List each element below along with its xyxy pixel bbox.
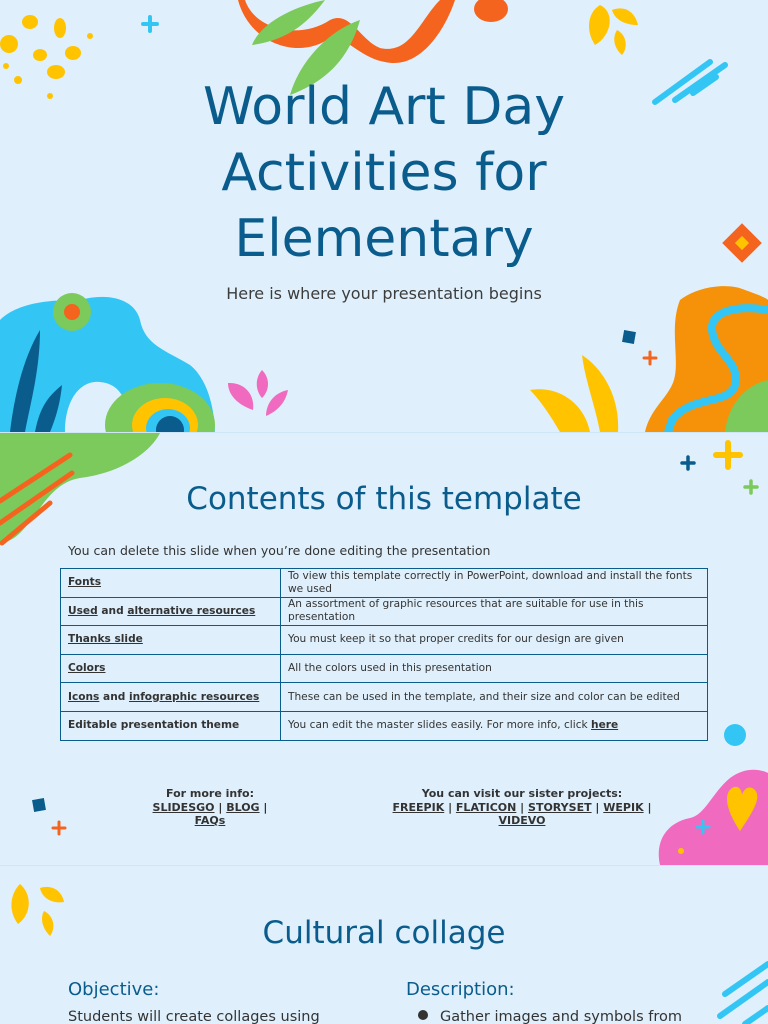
resource-name-cell [61,683,281,712]
resource-description: An assortment of graphic resources that are suitable for use in this presentation [288,598,644,624]
resource-label: Editable presentation theme [68,719,240,732]
yellow-dot-decoration [678,848,684,854]
table-row [61,569,708,598]
slide-cultural-collage [0,866,768,1024]
pink-blob-decoration [659,770,768,865]
more-info-links: SLIDESGO | BLOG | FAQs [152,800,268,827]
title-line: World Art Day [202,77,566,137]
resource-description: To view this template correctly in PowerPoint, download and install the fonts we used [288,569,693,595]
cyan-stripes-decoration [720,964,768,1024]
description-bullet-text: Gather images and symbols from [440,1009,682,1024]
more-info-block [110,787,310,828]
more-info-label: For more info: [166,787,254,800]
slidesgo-link[interactable]: SLIDESGO [152,800,215,814]
table-row [61,626,708,655]
description-bullet [418,1009,682,1024]
resource-name-cell [61,654,281,683]
table-row [61,711,708,740]
sister-projects-links: FREEPIK | FLATICON | STORYSET | WEPIK | VIDEVO [392,800,652,827]
resource-name-cell [61,626,281,655]
description-heading: Description: [406,979,515,1000]
orange-plus-icon [53,822,65,834]
videvo-link[interactable]: VIDEVO [498,814,546,827]
objective-heading: Objective: [68,979,160,1000]
resource-link[interactable]: Fonts [68,576,101,589]
blog-link[interactable]: BLOG [226,800,260,814]
sister-projects-block [382,787,662,828]
table-row [61,597,708,626]
resource-link[interactable]: Icons [68,690,100,703]
title-line: Activities for [221,143,547,203]
orange-dot-decoration [64,304,80,320]
here-link[interactable]: here [591,719,619,732]
resource-label: and [99,690,130,703]
yellow-leaf-decoration [612,8,638,25]
presentation-title [0,74,768,272]
navy-square-decoration [622,330,636,344]
title-line: Elementary [234,209,534,269]
faqs-link[interactable]: FAQs [194,814,226,827]
resource-description-cell [281,597,708,626]
cyan-plus-icon [143,17,157,31]
yellow-leaf-decoration [582,355,618,432]
orange-plus-icon [644,352,656,364]
freepik-link[interactable]: FREEPIK [392,800,445,814]
resource-label: and [97,604,128,617]
resource-description: You must keep it so that proper credits for our design are given [288,633,624,646]
pink-leaf-decoration [228,383,253,410]
resource-name-cell [61,569,281,598]
contents-table [60,568,708,741]
yellow-leaf-decoration [589,5,610,45]
orange-blob-decoration [474,0,508,22]
navy-plus-icon [682,457,694,469]
flaticon-link[interactable]: FLATICON [455,800,517,814]
yellow-leaf-decoration [614,30,625,55]
resource-description-cell [281,683,708,712]
resource-name-cell [61,597,281,626]
resource-link[interactable]: infographic resources [129,690,260,703]
resource-description-cell [281,711,708,740]
navy-square-decoration [32,798,46,812]
presentation-subtitle: Here is where your presentation begins [226,284,542,303]
wepik-link[interactable]: WEPIK [603,800,644,814]
slide-title [0,0,768,432]
objective-text: Students will create collages using [68,1009,320,1024]
resource-description-cell [281,569,708,598]
pink-leaf-decoration [257,370,268,398]
bullet-icon [418,1010,428,1020]
contents-note: You can delete this slide when you’re done editing the presentation [68,543,491,558]
resource-name-cell [61,711,281,740]
contents-title: Contents of this template [186,481,582,517]
sister-projects-label: You can visit our sister projects: [421,787,623,800]
resource-description: You can edit the master slides easily. For more info, click [288,719,592,732]
resource-description-cell [281,654,708,683]
resource-link[interactable]: Colors [68,662,106,675]
resource-description: These can be used in the template, and their size and color can be edited [288,690,680,703]
storyset-link[interactable]: STORYSET [528,800,592,814]
cyan-dot-decoration [724,724,746,746]
yellow-plus-icon [716,443,740,467]
yellow-leaf-decoration [40,887,64,903]
yellow-leaf-decoration [530,389,590,432]
pink-leaf-decoration [266,390,288,416]
resource-link[interactable]: Used [68,604,98,617]
table-row [61,654,708,683]
resource-description-cell [281,626,708,655]
slide-contents [0,433,768,865]
resource-link[interactable]: Thanks slide [68,633,143,646]
activity-title: Cultural collage [262,915,506,951]
resource-link[interactable]: alternative resources [127,604,256,617]
resource-description: All the colors used in this presentation [288,662,492,675]
table-row [61,683,708,712]
